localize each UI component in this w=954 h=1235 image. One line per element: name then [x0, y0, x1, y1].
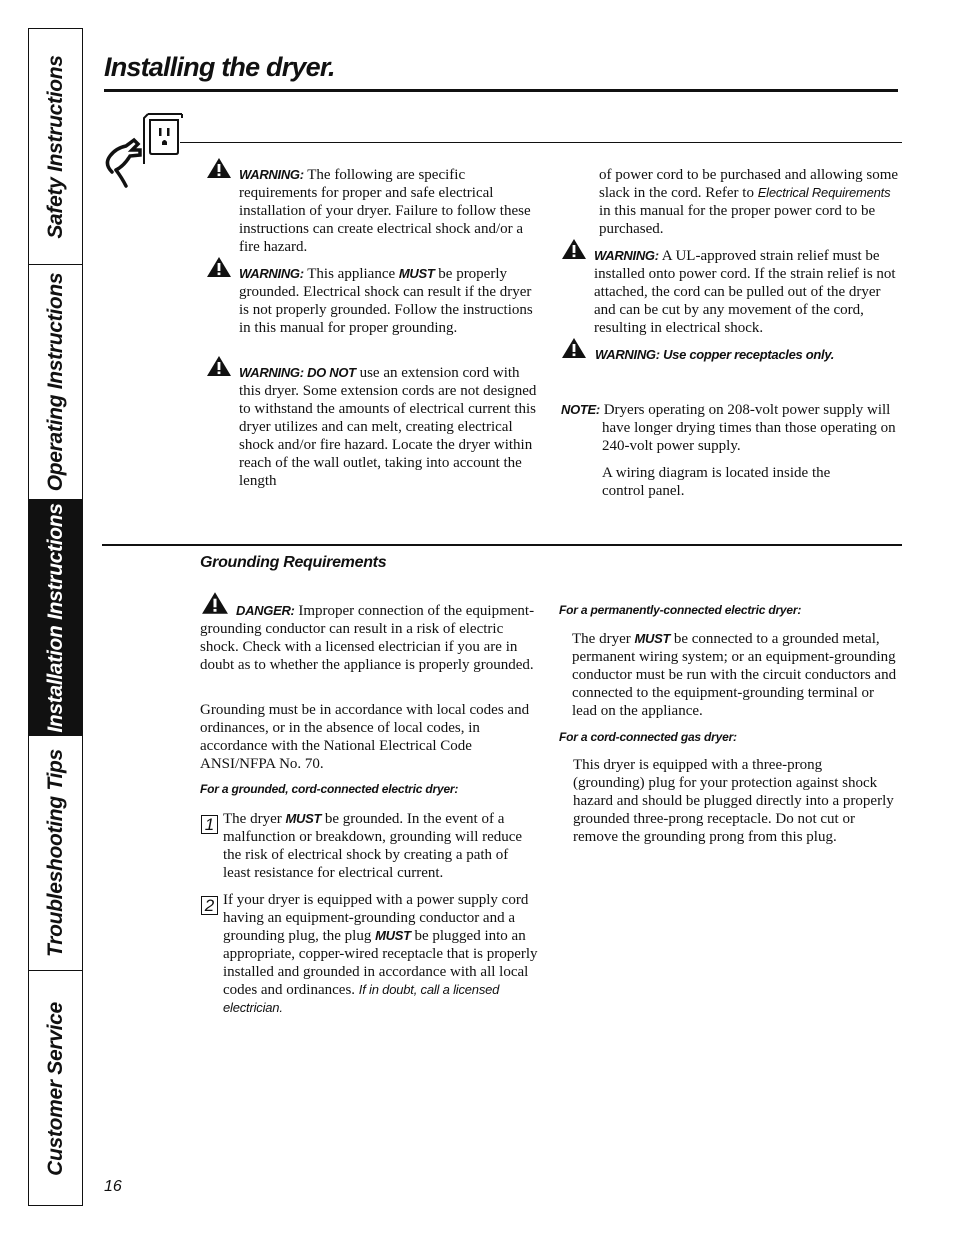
- warning-triangle-icon: [206, 355, 232, 377]
- page-number: 16: [104, 1178, 122, 1195]
- title-rule: [104, 89, 898, 92]
- tab-safety-instructions[interactable]: Safety Instructions: [29, 29, 82, 265]
- tab-installation-instructions[interactable]: Installation Instructions: [29, 500, 82, 736]
- step-number-box: 1: [201, 815, 218, 834]
- subhead-cord-electric: For a grounded, cord-connected electric dryer:: [200, 782, 459, 796]
- warning-triangle-icon: [206, 157, 232, 179]
- tab-troubleshooting-tips[interactable]: Troubleshooting Tips: [29, 736, 82, 971]
- warning-strain-relief: WARNING: A UL-approved strain relief must be installed onto power cord. If the strain relief is not attached, the cord can be pulled out of the dryer and can be cut by any movement of the cord, resulting in electrical shock.: [594, 248, 896, 336]
- wiring-diagram-note: A wiring diagram is located inside the control panel.: [602, 465, 831, 499]
- subhead-permanent-electric: For a permanently-connected electric dryer:: [559, 603, 802, 617]
- subhead-cord-gas: For a cord-connected gas dryer:: [559, 730, 737, 744]
- warning-electrical-requirements: WARNING: The following are specific requirements for proper and safe electrical installation of your dryer. Failure to follow these instructions can create electrical shock and/or a fire hazard.: [239, 167, 531, 255]
- warning-triangle-icon: [561, 337, 587, 359]
- tab-customer-service[interactable]: Customer Service: [43, 1002, 67, 1176]
- warning-copper-receptacles: WARNING: Use copper receptacles only.: [595, 347, 835, 362]
- step-number-box: 2: [201, 896, 218, 915]
- page-title: Installing the dryer.: [104, 52, 335, 82]
- note-208-volt: NOTE: Dryers operating on 208-volt power supply will have longer drying times than those operating on 240-volt power supply.: [561, 402, 896, 454]
- gas-dryer-paragraph: This dryer is equipped with a three-prong (grounding) plug for your protection against shock hazard and should be plugged directly into a properly grounded three-prong receptacle. Do not cut or remove the grounding prong from this plug.: [573, 757, 894, 845]
- permanent-connection-paragraph: The dryer MUST be connected to a grounded metal, permanent wiring system; or an equipment-grounding conductor must be run with the circuit conductors and connected to the equipment-grounding terminal or lead on the appliance.: [572, 631, 897, 719]
- warning-triangle-icon: [206, 256, 232, 278]
- power-cord-continuation: of power cord to be purchased and allowing some slack in the cord. Refer to Electrical Requirements in this manual for the proper power cord to be purchased.: [599, 167, 899, 237]
- grounding-step-2: If your dryer is equipped with a power supply cord having an equipment-grounding conductor and a grounding plug, the plug MUST be plugged into an appropriate, copper-wired receptacle that is properly installed and grounded in accordance with all local codes and ordinances. If in doubt, call a licensed electrician.: [223, 892, 538, 1015]
- side-tab-nav: [28, 28, 83, 1206]
- danger-grounding-conductor: DANGER: Improper connection of the equipment-grounding conductor can result in a risk of electric shock. Check with a licensed electrician if you are in doubt as to whether the appliance is properly grounded.: [200, 603, 535, 673]
- tab-operating-instructions[interactable]: Operating Instructions: [29, 265, 82, 500]
- section-heading-grounding: Grounding Requirements: [200, 554, 387, 571]
- grounding-codes-paragraph: Grounding must be in accordance with local codes and ordinances, or in the absence of local codes, in accordance with the National Electrical Code ANSI/NFPA No. 70.: [200, 702, 530, 772]
- warning-grounding: WARNING: This appliance MUST be properly grounded. Electrical shock can result if the dryer is not properly grounded. Follow the instructions in this manual for proper grounding.: [239, 266, 533, 336]
- warning-extension-cord: WARNING: DO NOT use an extension cord with this dryer. Some extension cords are not designed to withstand the amounts of electrical current this dryer utilizes and can melt, creating electrical shock and/or fire hazard. Locate the dryer within reach of the wall outlet, taking into account the length: [239, 365, 537, 489]
- plug-outlet-icon: [104, 112, 184, 190]
- grounding-step-1: The dryer MUST be grounded. In the event of a malfunction or breakdown, grounding will reduce the risk of electrical shock by creating a path of least resistance for electrical current.: [223, 811, 523, 881]
- section-rule: [180, 142, 902, 143]
- warning-triangle-icon: [561, 238, 587, 260]
- section-rule: [102, 544, 902, 546]
